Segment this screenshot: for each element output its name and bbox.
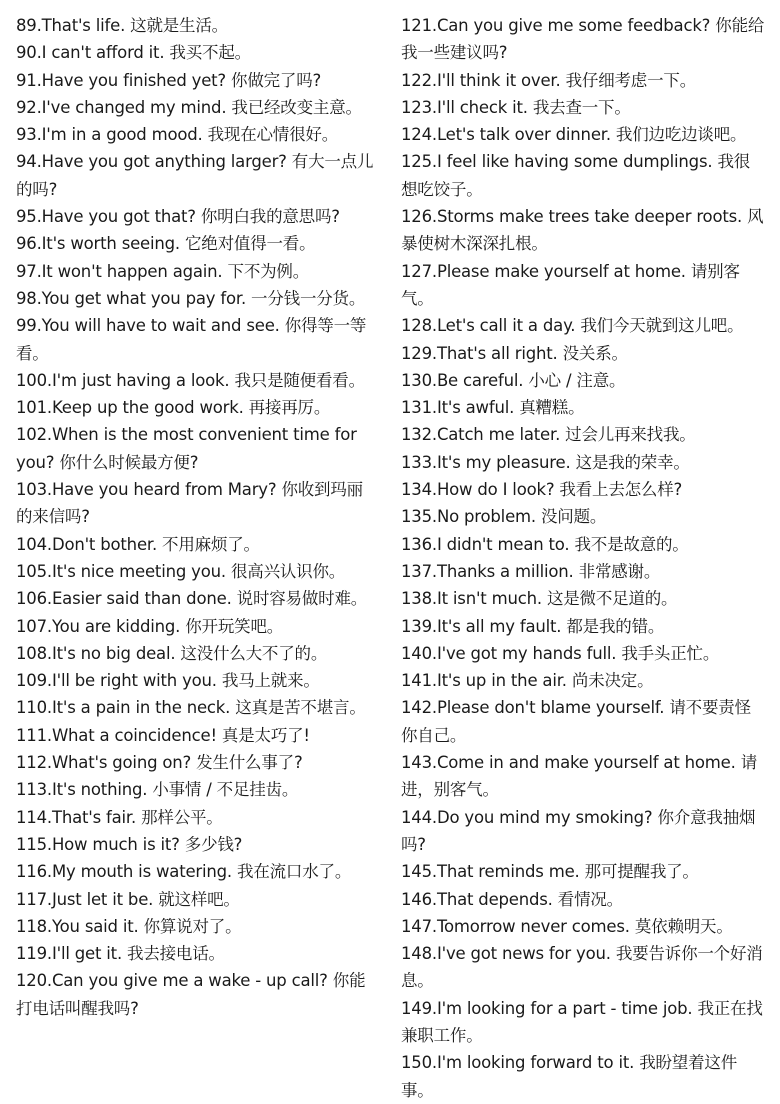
phrase-item: 111.What a coincidence! 真是太巧了! <box>16 725 310 745</box>
phrase-item: 96.It's worth seeing. 它绝对值得一看。 <box>16 234 316 254</box>
phrase-item: 100.I'm just having a look. 我只是随便看看。 <box>16 370 365 390</box>
phrase-item: 137.Thanks a million. 非常感谢。 <box>401 561 661 581</box>
phrase-item: 143.Come in and make yourself at home. 请进，别客气。 <box>401 753 758 800</box>
phrase-item: 148.I've got news for you. 我要告诉你一个好消息。 <box>401 944 763 991</box>
phrase-item: 89.That's life. 这就是生活。 <box>16 16 228 35</box>
phrase-item: 106.Easier said than done. 说时容易做时难。 <box>16 589 368 609</box>
left-column <box>16 12 376 1022</box>
phrase-item: 99.You will have to wait and see. 你得等一等看。 <box>16 316 367 363</box>
phrase-item: 142.Please don't blame yourself. 请不要责怪你自己。 <box>401 698 751 745</box>
right-column <box>401 12 765 1104</box>
phrase-item: 94.Have you got anything larger? 有大一点儿的吗? <box>16 152 374 199</box>
phrase-item: 110.It's a pain in the neck. 这真是苦不堪言。 <box>16 698 366 718</box>
phrase-item: 138.It isn't much. 这是微不足道的。 <box>401 589 678 609</box>
phrase-item: 145.That reminds me. 那可提醒我了。 <box>401 862 699 882</box>
phrase-item: 127.Please make yourself at home. 请别客气。 <box>401 261 740 308</box>
phrase-item: 144.Do you mind my smoking? 你介意我抽烟吗? <box>401 807 756 854</box>
phrase-item: 132.Catch me later. 过会儿再来找我。 <box>401 425 696 445</box>
phrase-item: 104.Don't bother. 不用麻烦了。 <box>16 534 260 554</box>
phrase-item: 133.It's my pleasure. 这是我的荣幸。 <box>401 452 690 472</box>
phrase-item: 95.Have you got that? 你明白我的意思吗? <box>16 207 340 227</box>
phrase-item: 108.It's no big deal. 这没什么大不了的。 <box>16 643 328 663</box>
phrase-item: 149.I'm looking for a part - time job. 我正在找兼职工作。 <box>401 998 763 1045</box>
phrase-item: 120.Can you give me a wake - up call? 你能打电话叫醒我吗? <box>16 971 366 1018</box>
phrase-item: 124.Let's talk over dinner. 我们边吃边谈吧。 <box>401 125 747 145</box>
phrase-item: 150.I'm looking forward to it. 我盼望着这件事。 <box>401 1053 738 1100</box>
phrase-item: 109.I'll be right with you. 我马上就来。 <box>16 671 320 691</box>
phrase-item: 118.You said it. 你算说对了。 <box>16 916 242 936</box>
phrase-item: 105.It's nice meeting you. 很高兴认识你。 <box>16 561 346 581</box>
phrase-item: 136.I didn't mean to. 我不是故意的。 <box>401 534 689 554</box>
phrase-item: 91.Have you finished yet? 你做完了吗? <box>16 70 322 90</box>
phrase-item: 90.I can't afford it. 我买不起。 <box>16 43 251 63</box>
phrase-item: 125.I feel like having some dumplings. 我很想吃饺子。 <box>401 152 751 199</box>
phrase-item: 114.That's fair. 那样公平。 <box>16 807 223 827</box>
phrase-item: 93.I'm in a good mood. 我现在心情很好。 <box>16 125 339 145</box>
phrase-item: 107.You are kidding. 你开玩笑吧。 <box>16 616 284 636</box>
phrase-item: 140.I've got my hands full. 我手头正忙。 <box>401 643 720 663</box>
phrase-item: 115.How much is it? 多少钱? <box>16 834 243 854</box>
phrase-item: 126.Storms make trees take deeper roots. 风暴使树木深深扎根。 <box>401 207 764 254</box>
phrase-item: 141.It's up in the air. 尚未决定。 <box>401 671 654 691</box>
phrase-item: 119.I'll get it. 我去接电话。 <box>16 944 225 964</box>
phrase-item: 135.No problem. 没问题。 <box>401 507 607 527</box>
phrase-item: 116.My mouth is watering. 我在流口水了。 <box>16 862 352 882</box>
phrase-item: 139.It's all my fault. 都是我的错。 <box>401 616 665 636</box>
phrase-item: 98.You get what you pay for. 一分钱一分货。 <box>16 288 366 308</box>
phrase-item: 122.I'll think it over. 我仔细考虑一下。 <box>401 70 696 90</box>
phrase-item: 103.Have you heard from Mary? 你收到玛丽的来信吗? <box>16 480 363 527</box>
phrase-item: 130.Be careful. 小心 / 注意。 <box>401 370 626 390</box>
phrase-item: 117.Just let it be. 就这样吧。 <box>16 889 240 909</box>
phrase-item: 101.Keep up the good work. 再接再厉。 <box>16 398 331 418</box>
phrase-item: 121.Can you give me some feedback? 你能给我一些建议吗? <box>401 16 765 63</box>
phrase-item: 147.Tomorrow never comes. 莫依赖明天。 <box>401 916 733 936</box>
phrase-item: 102.When is the most convenient time for you? 你什么时候最方便? <box>16 425 357 472</box>
phrase-item: 131.It's awful. 真糟糕。 <box>401 398 585 418</box>
phrase-item: 123.I'll check it. 我去查一下。 <box>401 97 631 117</box>
phrase-item: 146.That depends. 看情况。 <box>401 889 623 909</box>
phrase-item: 128.Let's call it a day. 我们今天就到这儿吧。 <box>401 316 744 336</box>
phrase-item: 129.That's all right. 没关系。 <box>401 343 628 363</box>
phrase-item: 92.I've changed my mind. 我已经改变主意。 <box>16 97 362 117</box>
phrase-item: 134.How do I look? 我看上去怎么样? <box>401 480 683 500</box>
phrase-item: 97.It won't happen again. 下不为例。 <box>16 261 310 281</box>
phrase-item: 112.What's going on? 发生什么事了? <box>16 753 303 773</box>
phrase-item: 113.It's nothing. 小事情 / 不足挂齿。 <box>16 780 299 800</box>
